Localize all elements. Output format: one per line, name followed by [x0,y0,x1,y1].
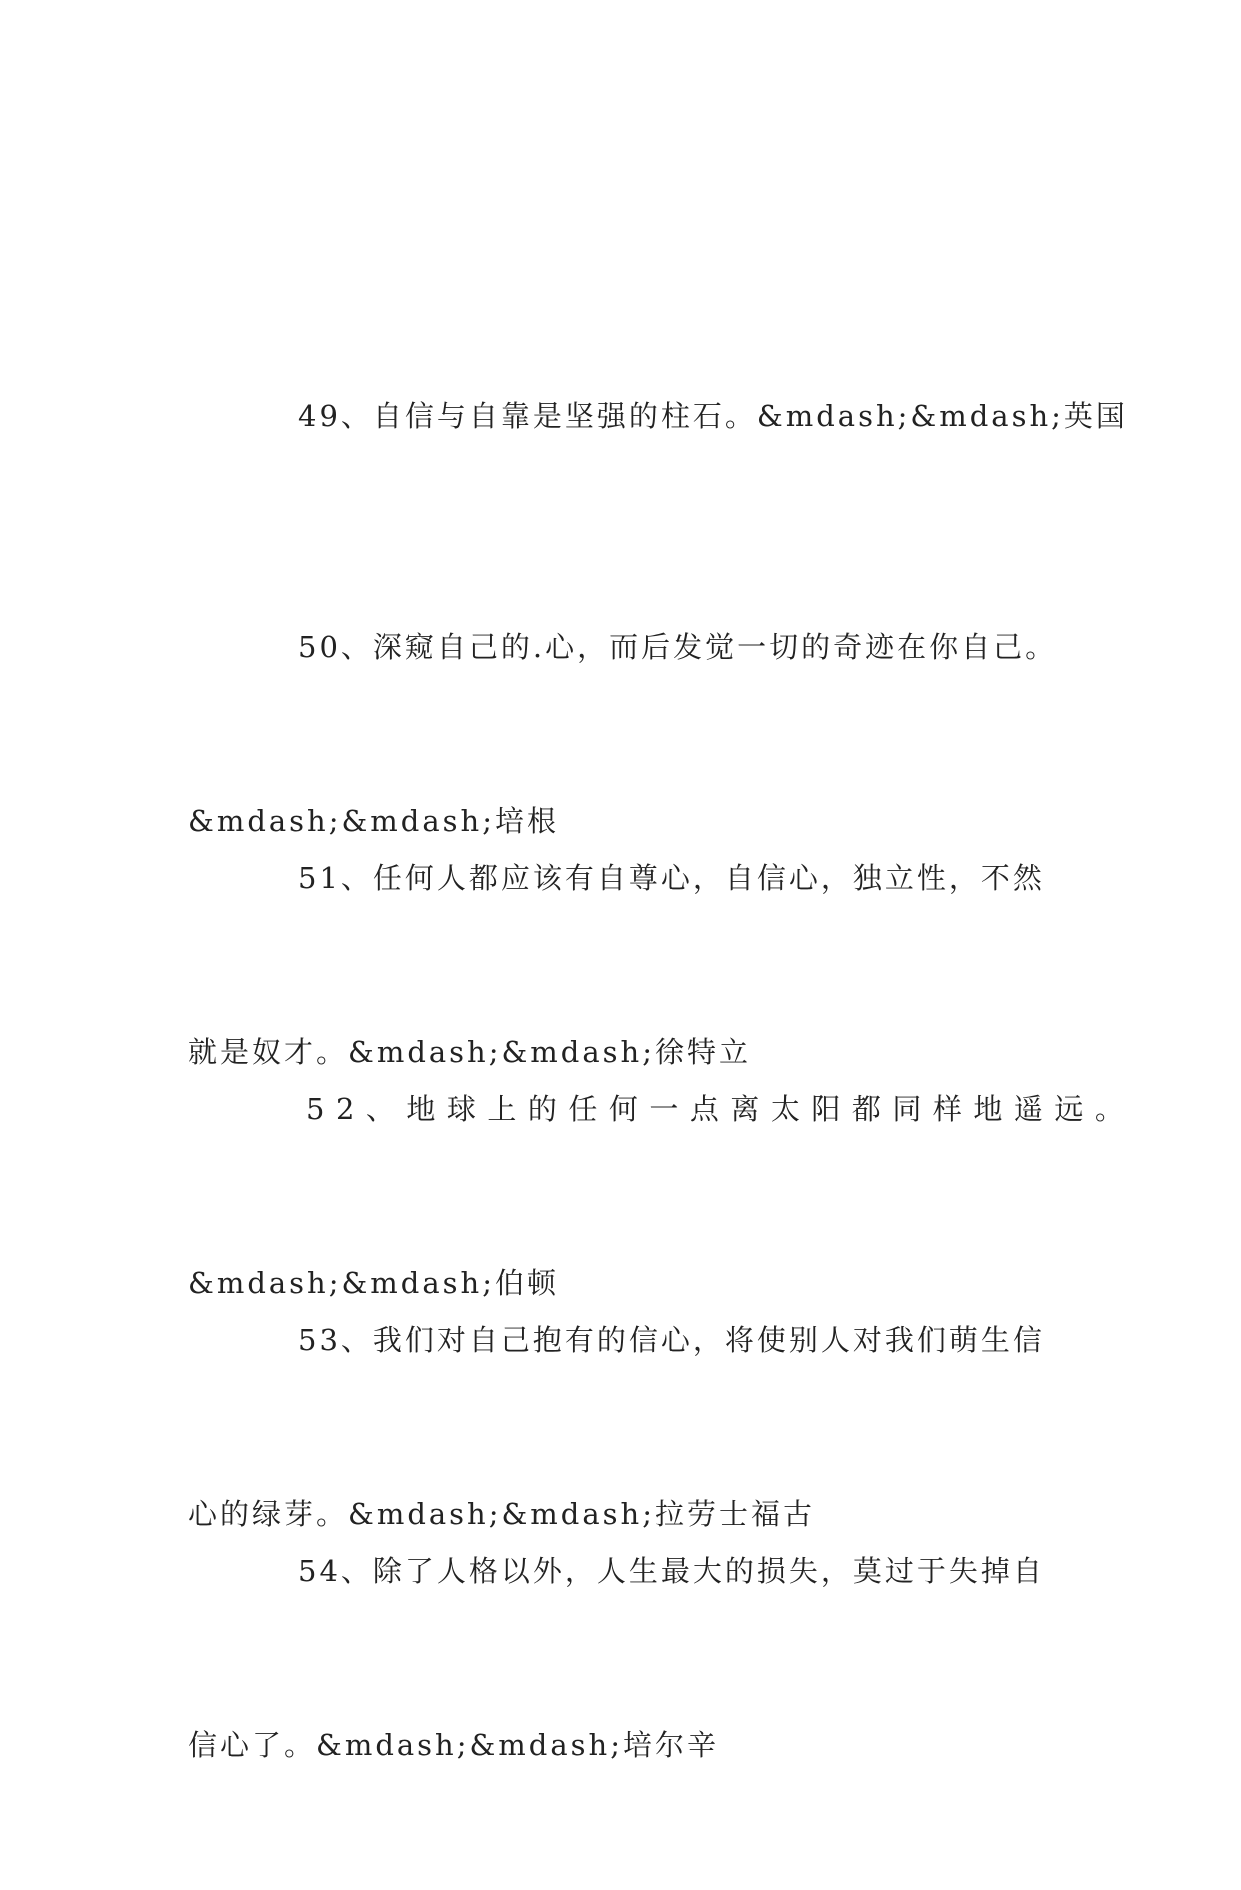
paragraph-line: 就是奴才。&mdash;&mdash;徐特立 [188,1035,751,1069]
paragraph-line: 49、自信与自靠是坚强的柱石。&mdash;&mdash;英国 [298,399,1128,433]
quote-paragraph-54 [188,1426,1058,1890]
paragraph-line: 心的绿芽。&mdash;&mdash;拉劳士福古 [188,1497,815,1531]
paragraph-line: 信心了。&mdash;&mdash;培尔辛 [188,1728,719,1762]
paragraph-line: 50、深窥自己的.心，而后发觉一切的奇迹在你自己。 [298,630,1058,664]
paragraph-line: 52、地球上的任何一点离太阳都同样地遥远。 [306,1092,1136,1126]
paragraph-line: &mdash;&mdash;培根 [188,804,559,838]
paragraph-line: &mdash;&mdash;伯顿 [188,1266,559,1300]
paragraph-line: 54、除了人格以外，人生最大的损失，莫过于失掉自 [298,1554,1045,1588]
paragraph-line: 53、我们对自己抱有的信心，将使别人对我们萌生信 [298,1323,1045,1357]
paragraph-line: 51、任何人都应该有自尊心，自信心，独立性，不然 [298,861,1045,895]
